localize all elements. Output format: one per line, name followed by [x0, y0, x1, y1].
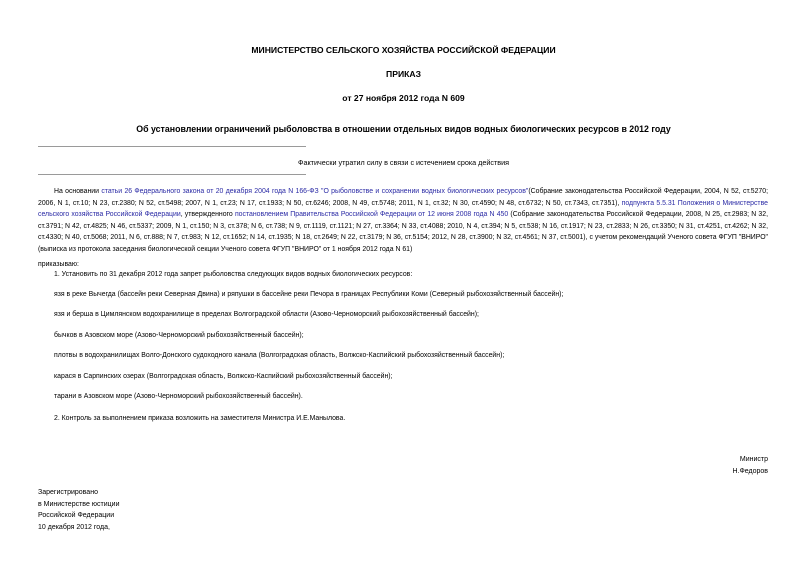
- regulation-clause-link[interactable]: подпункта 5.5.31 Положения о Министерстве сельского хозяйства Российской Федерации: [38, 199, 769, 219]
- registration-line: Зарегистрировано: [38, 489, 98, 496]
- signatory-position: Министр: [739, 456, 768, 463]
- registration-block: [38, 487, 119, 533]
- preamble-text-3: , утвержденного: [180, 211, 235, 219]
- top-divider: [38, 146, 306, 147]
- list-item: плотвы в водохранилищах Волго-Донского судоходного канала (Волгоградская область, Волжско-Каспийский рыбохозяйственный бассейн);: [54, 352, 505, 359]
- registration-line: Российской Федерации: [38, 512, 115, 520]
- list-item: 1. Установить по 31 декабря 2012 года запрет рыболовства следующих видов водных биологических ресурсов:: [54, 271, 413, 278]
- ministry-heading: МИНИСТЕРСТВО СЕЛЬСКОГО ХОЗЯЙСТВА РОССИЙСКОЙ ФЕДЕРАЦИИ: [251, 45, 556, 55]
- preamble-text-4: (Собрание законодательства Российской Федерации, 2008, N 25, ст.2983; N 32, ст.3791; N 42, ст.4825; N 46, ст.5337; 2009, N 1, ст.150; N 3, ст.378; N 6, ст.738; N 9, ст.1119, ст.1121; N 27, ст.3364; N 33, ст.4088; 2010, N 4, ст.394; N 5, ст.538; N 16, ст.1917; N 23, ст.2833; N 26, ст.3350; N 31, ст.4251, ст.4262; N 32, ст.4330; N 40, ст.5068; 2011, N 6, ст.888; N 7, ст.983; N 12, ст.1652; N 14, ст.1935; N 18, ст.2649; N 22, ст.3179; N 36, ст.5154; 2012, N 28, ст.3900; N 32, ст.4561; N 37, ст.5001), с учетом рекомендаций Ученого совета ФГУП "ВНИРО" (выписка из протокола заседания биологической секции Ученого совета ФГУП "ВНИРО" от 1 ноября 2012 года N 61): [38, 211, 768, 253]
- list-item: язя и берша в Цимлянском водохранилище в пределах Волгоградской области (Азово-Черноморский рыбохозяйственный бассейн);: [54, 311, 479, 318]
- signatory-name: Н.Федоров: [732, 467, 768, 475]
- registration-line: 10 декабря 2012 года,: [38, 523, 110, 531]
- bottom-divider: [38, 174, 306, 175]
- list-item: язя в реке Вычегда (бассейн реки Северная Двина) и ряпушки в бассейне реки Печора в границах Республики Коми (Северный рыбохозяйственный бассейн);: [54, 291, 564, 298]
- list-item: тарани в Азовском море (Азово-Черноморский рыбохозяйственный бассейн).: [54, 393, 303, 400]
- doc-type-heading: ПРИКАЗ: [386, 69, 421, 79]
- government-decree-link[interactable]: постановлением Правительства Российской Федерации от 12 июня 2008 года N 450: [234, 211, 509, 219]
- order-word: приказываю:: [38, 261, 79, 268]
- preamble-text-1: На основании: [54, 188, 102, 195]
- status-note: Фактически утратил силу в связи с истечением срока действия: [298, 158, 509, 167]
- date-number-heading: от 27 ноября 2012 года N 609: [342, 93, 465, 103]
- document-title: Об установлении ограничений рыболовства в отношении отдельных видов водных биологических ресурсов в 2012 году: [136, 124, 671, 134]
- preamble-text-2: (Собрание законодательства Российской Федерации, 2004, N 52, ст.5270; 2006, N 1, ст.10; N 23, ст.2380; N 52, ст.5498; 2007, N 1, ст.23; N 17, ст.1933; N 50, ст.6246; 2008, N 49, ст.5748; 2011, N 1, ст.32; N 30, ст.4590; N 48, ст.6732; N 50, ст.7343, ст.7351),: [38, 188, 768, 207]
- list-item: карася в Сарпинских озерах (Волгоградская область, Волжско-Каспийский рыбохозяйственный бассейн);: [54, 373, 393, 380]
- registration-line: в Министерстве юстиции: [38, 500, 120, 508]
- list-item: 2. Контроль за выполнением приказа возложить на заместителя Министра И.Е.Манылова.: [54, 415, 346, 422]
- federal-law-link[interactable]: статьи 26 Федерального закона от 20 декабря 2004 года N 166-ФЗ "О рыболовстве и сохранении водных биологических ресурсов": [101, 188, 529, 195]
- preamble-paragraph: [38, 186, 768, 256]
- list-item: бычков в Азовском море (Азово-Черноморский рыбохозяйственный бассейн);: [54, 332, 304, 339]
- signature-block: [732, 454, 768, 477]
